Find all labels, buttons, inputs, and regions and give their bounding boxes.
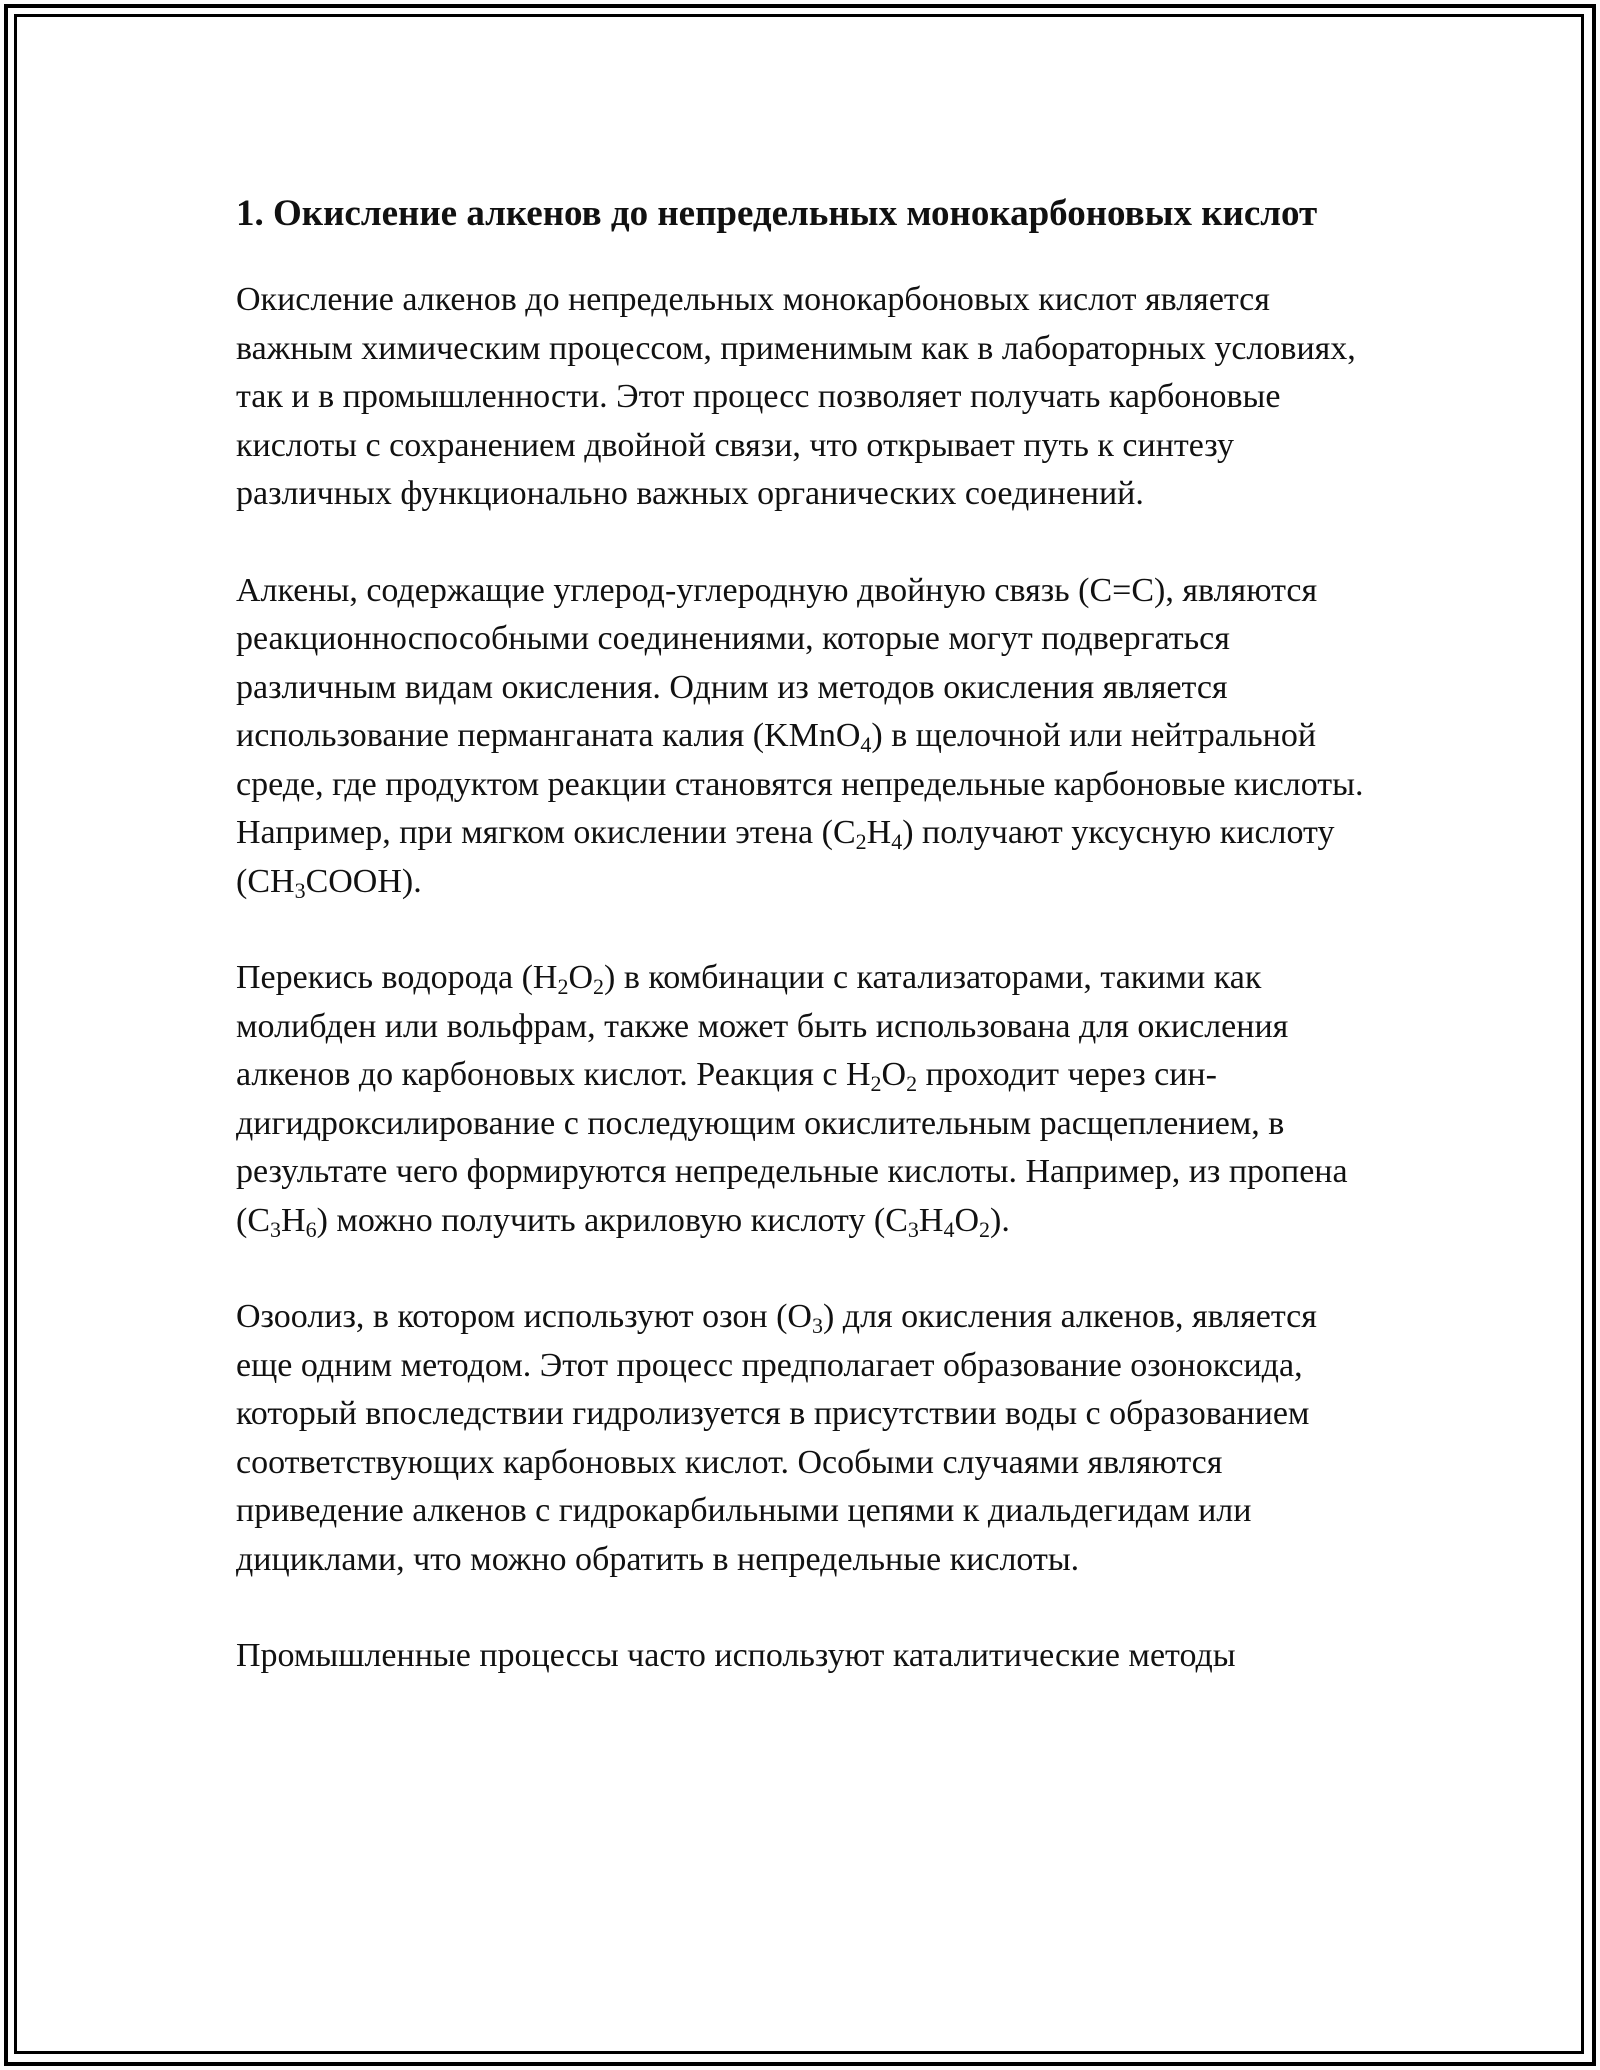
text: ) в щелочной или нейтральной среде, где продуктом реакции становятся непредельные карбоновые кислоты. Например, при мягком окислении этена (C xyxy=(236,717,1364,851)
text: ) можно получить акриловую кислоту (C xyxy=(316,1201,908,1239)
subscript: 2 xyxy=(557,974,569,999)
document-body xyxy=(236,186,1366,1729)
subscript: 2 xyxy=(906,1071,918,1096)
subscript: 4 xyxy=(891,829,903,854)
subscript: 4 xyxy=(860,732,872,757)
text: O xyxy=(568,959,594,996)
subscript: 3 xyxy=(294,877,306,903)
text: ) в комбинации с катализаторами, такими как молибден или вольфрам, также может быть использована для окисления алкенов до карбоновых кислот. Реакция с H xyxy=(236,959,1289,1093)
paragraph-intro: Окисление алкенов до непредельных монокарбоновых кислот является важным химическим процессом, применимым как в лабораторных условиях, так и в промышленности. Этот процесс позволяет получать карбоновые кислоты с сохранением двойной связи, что открывает путь к синтезу различных функционально важных органических соединений. xyxy=(236,281,1356,512)
subscript: 2 xyxy=(979,1216,991,1242)
subscript: 2 xyxy=(870,1071,882,1096)
text: Перекись водорода (H xyxy=(236,959,558,996)
subscript: 6 xyxy=(305,1216,317,1242)
paragraph-peroxide xyxy=(236,954,1366,1245)
text: H xyxy=(866,814,892,851)
text: H xyxy=(281,1201,306,1239)
text: Алкены, содержащие углерод-углеродную двойную связь (C=C), являются реакционноспособными соединениями, которые могут подвергаться различным видам окисления. Одним из методов окисления является использование перманганата калия (KMnO xyxy=(236,571,1318,754)
text: ) получают уксусную кислоту (CH xyxy=(236,814,1335,900)
text: проходит через син-дигидроксилирование с последующим окислительным расщеплением, в результате чего формируются непредельные кислоты. Например, из пропена (C xyxy=(236,1056,1348,1239)
subscript: 4 xyxy=(943,1216,955,1242)
subscript: 2 xyxy=(855,829,867,854)
text: ). xyxy=(990,1201,1010,1239)
subscript: 3 xyxy=(907,1216,919,1242)
subscript: 3 xyxy=(270,1216,281,1242)
text: ) для окисления алкенов, является еще одним методом. Этот процесс предполагает образование озоноксида, который впоследствии гидролизуется в присутствии воды с образованием соответствующих карбоновых кислот. Особыми случаями являются приведение алкенов с гидрокарбильными цепями к диальдегидам или дициклами, что можно обратить в непредельные кислоты. xyxy=(236,1298,1317,1578)
text: O xyxy=(881,1056,907,1093)
section-heading: 1. Окисление алкенов до непредельных монокарбоновых кислот xyxy=(236,193,1318,234)
subscript: 2 xyxy=(593,974,605,999)
paragraph-ozonolysis xyxy=(236,1293,1366,1584)
text: O xyxy=(954,1201,980,1239)
text: H xyxy=(918,1201,944,1239)
text: COOH). xyxy=(305,862,422,900)
text: Озоолиз, в котором используют озон (O xyxy=(236,1298,812,1335)
paragraph-industrial: Промышленные процессы часто используют каталитические методы xyxy=(236,1637,1236,1674)
paragraph-permanganate xyxy=(236,567,1366,907)
subscript: 3 xyxy=(811,1313,823,1338)
